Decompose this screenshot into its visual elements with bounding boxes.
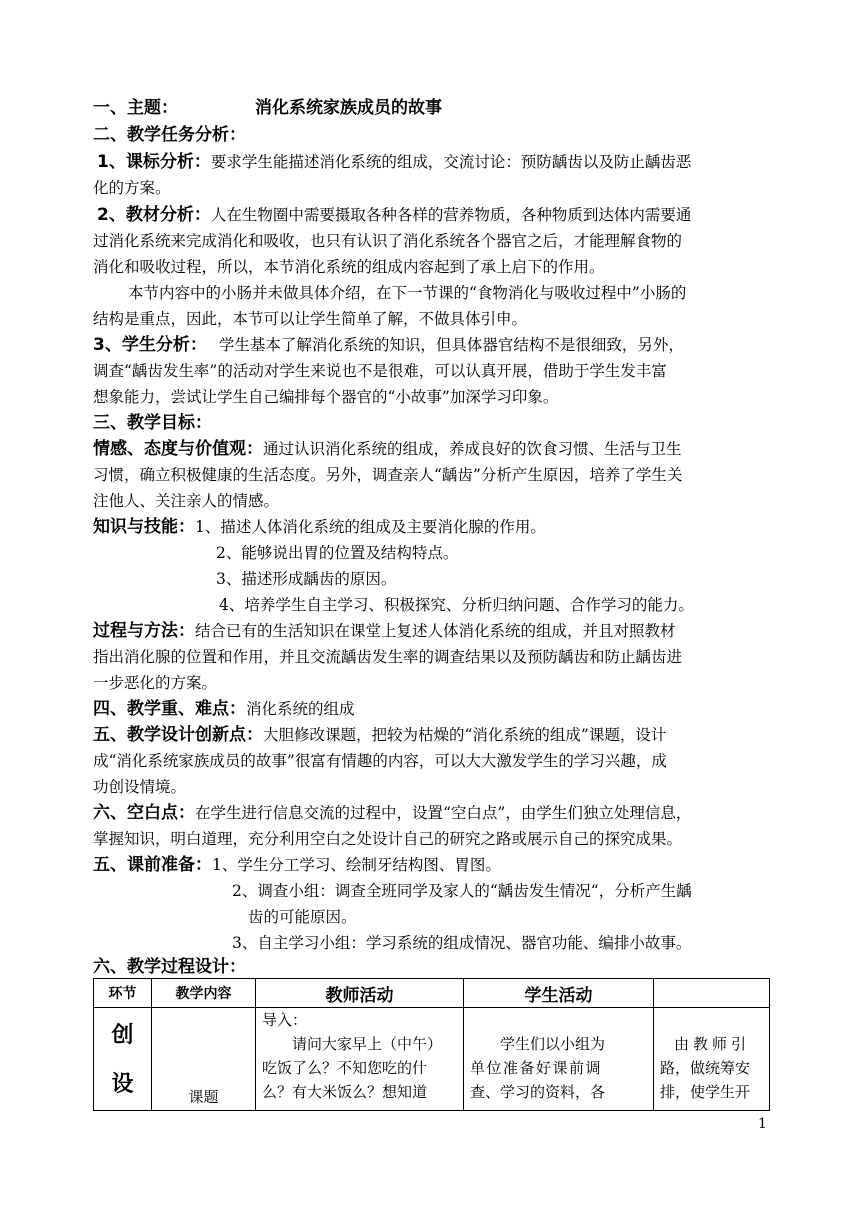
prep-item: 齿的可能原因。 (248, 908, 357, 926)
section-preparation (93, 852, 501, 878)
goal-label: 情感、态度与价值观： (93, 439, 263, 459)
note-cell (654, 1008, 770, 1111)
teacher-text: 么？有大米饭么？想知道 (262, 1083, 428, 1101)
section-text: 消化系统的组成 (246, 700, 355, 718)
section-text: 成“消化系统家族成员的故事”很富有情趣的内容，可以大大激发学生的学习兴趣，成 (93, 752, 667, 770)
paragraph-text: 要求学生能描述消化系统的组成，交流讨论：预防龋齿以及防止龋齿恶 (210, 153, 692, 171)
section-heading: 六、空白点： (93, 803, 195, 823)
goal-text: 一步恶化的方案。 (93, 674, 218, 692)
student-text: 单位准备好课前调 (470, 1059, 603, 1077)
table-row (94, 1008, 770, 1111)
goal-text: 结合已有的生活知识在课堂上复述人体消化系统的组成，并且对照教材 (195, 622, 676, 640)
table-header-cell: 学生活动 (464, 979, 654, 1008)
content-text: 课题 (188, 1088, 219, 1106)
goal-knowledge (93, 514, 546, 540)
table-header-cell: 环节 (94, 979, 152, 1008)
student-text: 学生们以小组为 (500, 1035, 606, 1053)
goal-label: 过程与方法： (93, 621, 195, 641)
paragraph-text: 学生基本了解消化系统的知识，但具体器官结构不是很细致，另外， (218, 336, 684, 354)
table-header-cell (654, 979, 770, 1008)
section-blank-points (93, 800, 691, 826)
paragraph-text: 人在生物圈中需要摄取各种各样的营养物质，各种物质到达体内需要通 (210, 206, 692, 224)
prep-item: 2、调查小组：调查全班同学及家人的“龋齿发生情况“，分析产生龋 (232, 882, 692, 900)
section-topic (93, 95, 442, 121)
section-heading: 五、课前准备： (93, 855, 212, 875)
section-innovation (93, 722, 666, 748)
paragraph-text: 本节内容中的小肠并未做具体介绍，在下一节课的“食物消化与吸收过程中”小肠的 (128, 284, 687, 302)
paragraph-text: 消化和吸收过程，所以，本节消化系统的组成内容起到了承上启下的作用。 (93, 258, 605, 276)
note-text: 排，使学生开 (660, 1083, 751, 1101)
goal-item: 3、描述形成龋齿的原因。 (216, 570, 397, 588)
table-header-cell: 教学内容 (152, 979, 256, 1008)
stage-char: 设 (111, 1072, 134, 1097)
content-cell (152, 1008, 256, 1111)
goal-text: 通过认识消化系统的组成，养成良好的饮食习惯、生活与卫生 (263, 440, 682, 458)
paragraph-students (93, 332, 684, 358)
section-text: 掌握知识，明白道理，充分利用空白之处设计自己的研究之路或展示自己的探究成果。 (93, 830, 683, 848)
page-number: 1 (758, 1116, 767, 1132)
paragraph-text: 化的方案。 (93, 179, 171, 197)
goal-text: 注他人、关注亲人的情感。 (93, 492, 280, 510)
goal-process (93, 618, 676, 644)
section-text: 在学生进行信息交流的过程中，设置“空白点”，由学生们独立处理信息， (195, 804, 692, 822)
prep-item: 3、自主学习小组：学习系统的组成情况、器官功能、编排小故事。 (232, 934, 692, 952)
paragraph-text: 过消化系统来完成消化和吸收，也只有认识了消化系统各个器官之后，才能理解食物的 (93, 232, 683, 250)
table-header-row (94, 979, 770, 1008)
teacher-text: 吃饭了么？不知您吃的什 (262, 1059, 428, 1077)
paragraph-text: 调查“龋齿发生率”的活动对学生来说也不是很难，可以认真开展，借助于学生发丰富 (93, 362, 667, 380)
student-text: 查、学习的资料，各 (470, 1083, 606, 1101)
stage-cell (94, 1008, 152, 1111)
goal-item: 2、能够说出胃的位置及结构特点。 (216, 544, 459, 562)
section-keypoints (93, 696, 355, 722)
section-heading: 三、教学目标： (93, 413, 212, 433)
student-cell (464, 1008, 654, 1111)
goal-text: 习惯，确立积极健康的生活态度。另外，调查亲人“龋齿”分析产生原因，培养了学生关 (93, 466, 683, 484)
paragraph-label: 2、教材分析： (97, 205, 211, 225)
note-text: 由教师引 (674, 1035, 751, 1053)
section-heading: 一、主题： (93, 98, 178, 118)
section-heading: 六、教学过程设计： (93, 957, 246, 977)
section-heading: 五、教学设计创新点： (93, 725, 263, 745)
lesson-title: 消化系统家族成员的故事 (255, 98, 442, 118)
teacher-text: 请问大家早上（中午） (292, 1035, 443, 1053)
teaching-process-table (93, 978, 770, 1111)
teacher-cell (256, 1008, 464, 1111)
goal-text: 指出消化腺的位置和作用，并且交流龋齿发生率的调查结果以及预防龋齿和防止龋齿进 (93, 648, 683, 666)
goal-item: 4、培养学生自主学习、积极探究、分析归纳问题、合作学习的能力。 (219, 596, 694, 614)
teacher-text: 导入： (262, 1011, 308, 1029)
paragraph-label: 3、学生分析： (93, 335, 207, 355)
section-text: 大胆修改课题，把较为枯燥的“消化系统的组成”课题，设计 (263, 726, 667, 744)
paragraph-text: 想象能力，尝试让学生自己编排每个器官的“小故事”加深学习印象。 (93, 388, 559, 406)
paragraph-text: 结构是重点，因此，本节可以让学生简单了解，不做具体引申。 (93, 310, 528, 328)
stage-char: 创 (111, 1023, 134, 1048)
paragraph-textbook (97, 202, 691, 228)
note-text: 路，做统筹安 (660, 1059, 751, 1077)
goal-label: 知识与技能： (93, 517, 195, 537)
prep-item: 1、学生分工学习、绘制牙结构图、胃图。 (212, 856, 501, 874)
paragraph-label: 1、课标分析： (97, 152, 211, 172)
table-header-cell: 教师活动 (256, 979, 464, 1008)
goal-item: 1、描述人体消化系统的组成及主要消化腺的作用。 (195, 518, 546, 536)
goal-emotion (93, 436, 682, 462)
paragraph-curriculum (97, 149, 765, 175)
section-heading: 二、教学任务分析： (93, 125, 246, 145)
section-text: 功创设情境。 (93, 778, 187, 796)
section-heading: 四、教学重、难点： (93, 699, 246, 719)
